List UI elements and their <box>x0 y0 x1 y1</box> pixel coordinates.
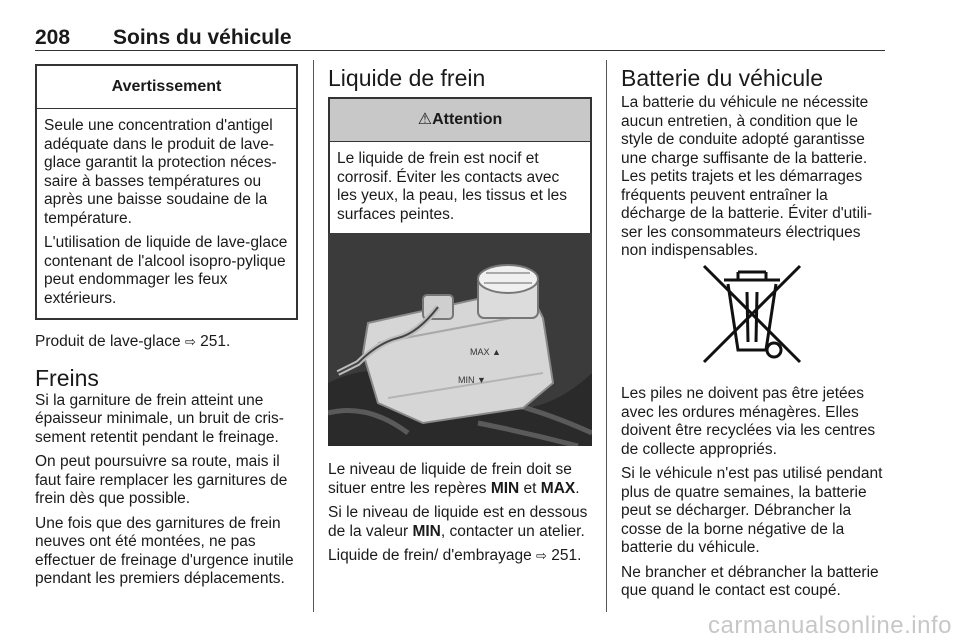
attention-text: Le liquide de frein est nocif et corrosif. Éviter les contacts avec les yeux, la peau, les tissus et les surfaces peintes. <box>337 150 568 223</box>
freins-paragraph-1: Si la garniture de frein atteint une épaisseur minimale, un bruit de cris-sement retentit pendant le freinage. <box>35 391 284 446</box>
page-number: 208 <box>35 26 71 49</box>
column-divider-1 <box>313 60 314 612</box>
brake-fluid-reservoir-image <box>328 233 592 446</box>
battery-paragraph-2: Les piles ne doivent pas être jetées avec les ordures ménagères. Elles doivent être recyclées via les centres de collecte appropriés. <box>621 385 876 458</box>
warning-text-1: Seule une concentration d'antigel adéquate dans le produit de lave-glace garantit la protection néces-saire à basses températures ou après une baisse soudaine de la température. <box>44 117 277 227</box>
column-3 <box>621 64 887 267</box>
brake-fluid-reference[interactable] <box>328 547 592 566</box>
reference-page: 251. <box>551 547 582 564</box>
crossed-out-bin-icon <box>700 262 804 368</box>
attention-title: Attention <box>432 111 503 128</box>
freins-heading: Freins <box>35 364 99 391</box>
battery-paragraph-1: La batterie du véhicule ne nécessite aucun entretien, à condition que le style de conduite adopté garantisse une charge suffisante de la batterie. Les petits trajets et les démarrages fréquents peuvent entraîner la décharge de la batterie. Éviter d'utili-ser les consommateurs électriques non indispensables. <box>621 94 873 259</box>
column-3-lower <box>621 385 887 607</box>
freins-paragraph-3: Une fois que des garnitures de frein neuves ont été montées, ne pas effectuer de freinage d'urgence inutile pendant les premiers déplacements. <box>35 514 294 587</box>
brake-fluid-heading: Liquide de frein <box>328 65 486 91</box>
column-2 <box>328 64 592 236</box>
column-2-lower <box>328 461 592 572</box>
reference-text: Produit de lave-glace <box>35 333 181 350</box>
battery-paragraph-4: Ne brancher et débrancher la batterie que quand le contact est coupé. <box>621 563 879 599</box>
warning-text-2: L'utilisation de liquide de lave-glace contenant de l'alcool isopro-pylique peut endommager les feux extérieurs. <box>44 234 288 307</box>
freins-paragraph-2: On peut poursuivre sa route, mais il faut faire remplacer les garnitures de frein dès que possible. <box>35 453 288 507</box>
section-title: Soins du véhicule <box>113 26 292 49</box>
min-mark-label: MIN ▼ <box>458 375 486 385</box>
page-header <box>35 26 885 51</box>
brake-level-text: Le niveau de liquide de frein doit se situer entre les repères MIN et MAX. <box>328 461 580 497</box>
warning-box <box>35 64 298 320</box>
brake-min-text: Si le niveau de liquide est en dessous de la valeur MIN, contacter un atelier. <box>328 504 588 540</box>
page-reference-arrow-icon: ⇨ <box>536 548 547 563</box>
battery-paragraph-3: Si le véhicule n'est pas utilisé pendant plus de quatre semaines, la batterie peut se décharger. Débrancher la cosse de la borne négative de la batterie du véhicule. <box>621 465 883 556</box>
attention-header <box>330 99 590 142</box>
max-mark-label: MAX ▲ <box>470 347 501 357</box>
washer-fluid-reference[interactable] <box>35 333 298 352</box>
column-divider-2 <box>606 60 607 612</box>
attention-box <box>328 97 592 236</box>
reference-page: 251. <box>200 333 231 350</box>
watermark: carmanualsonline.info <box>708 612 952 639</box>
page-reference-arrow-icon: ⇨ <box>184 334 196 349</box>
reference-text: Liquide de frein/ d'embrayage <box>328 547 532 564</box>
warning-title: Avertissement <box>37 66 296 109</box>
battery-heading: Batterie du véhicule <box>621 65 824 91</box>
warning-triangle-icon: ⚠ <box>417 111 433 128</box>
column-1 <box>35 64 298 595</box>
